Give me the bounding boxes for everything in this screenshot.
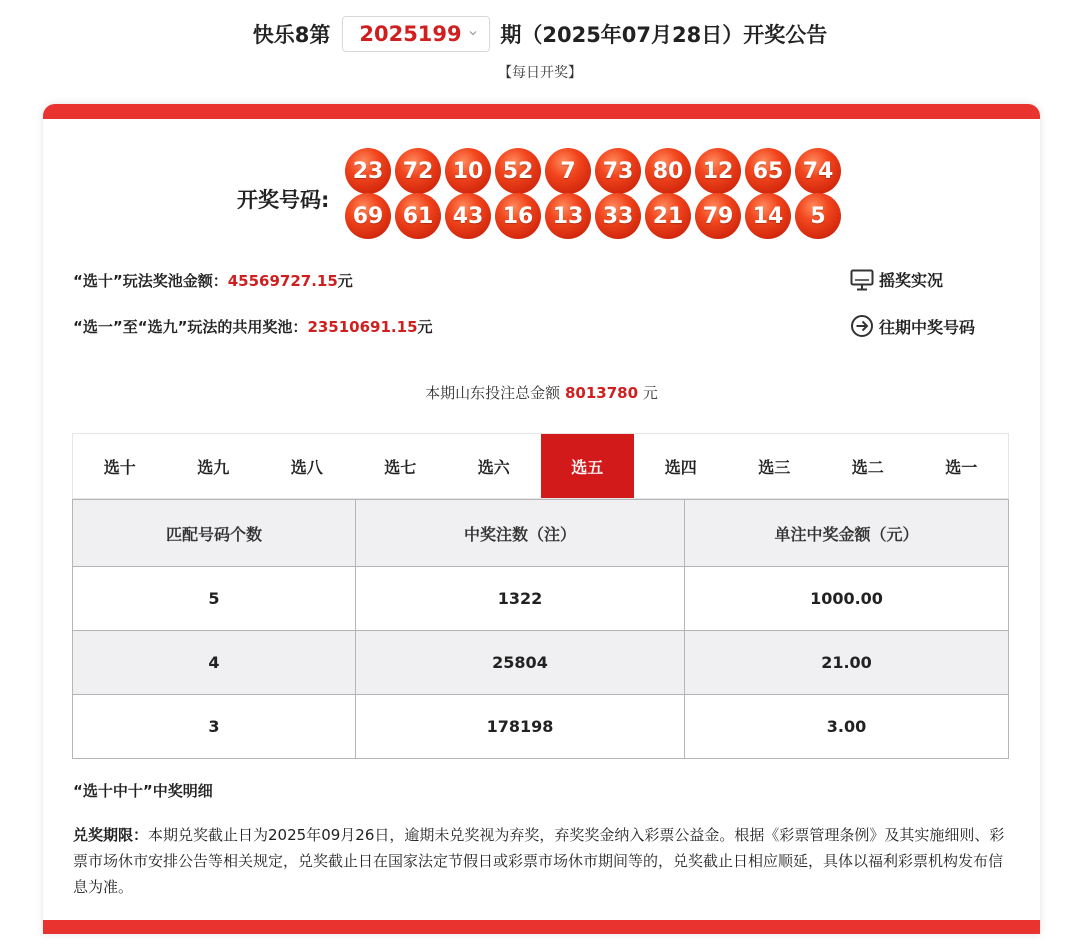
tab-8[interactable]: 选二 — [851, 457, 884, 477]
card-bottom-bar — [43, 920, 1040, 934]
page-header — [0, 0, 1080, 100]
issue-value: 2025199 — [359, 22, 462, 46]
total-unit: 元 — [642, 384, 658, 402]
table-cell: 1322 — [356, 567, 685, 631]
title-suffix: 期（2025年07月28日）开奖公告 — [500, 23, 828, 47]
table-cell: 5 — [73, 567, 356, 631]
table-cell: 1000.00 — [685, 567, 1009, 631]
number-ball: 10 — [445, 148, 491, 194]
table-cell: 178198 — [356, 695, 685, 759]
number-ball: 52 — [495, 148, 541, 194]
table-cell: 25804 — [356, 631, 685, 695]
table-header: 匹配号码个数 — [73, 500, 356, 567]
number-ball: 5 — [795, 193, 841, 239]
tab-2[interactable]: 选八 — [290, 457, 323, 477]
tab-4[interactable]: 选六 — [477, 457, 510, 477]
title-prefix: 快乐8第 — [252, 23, 331, 47]
tab-5[interactable]: 选五 — [541, 434, 635, 498]
number-ball: 74 — [795, 148, 841, 194]
number-ball: 73 — [595, 148, 641, 194]
prize-table — [72, 499, 1009, 759]
number-ball: 14 — [745, 193, 791, 239]
winning-numbers — [345, 148, 845, 238]
number-ball: 21 — [645, 193, 691, 239]
result-card — [43, 104, 1040, 934]
total-bet-line — [43, 382, 1040, 403]
live-draw-link[interactable] — [850, 268, 943, 291]
notice-text: 本期兑奖截止日为2025年09月26日，逾期未兑奖视为弃奖，弃奖奖金纳入彩票公益金。根据《彩票管理条例》及其实施细则、彩票市场休市安排公告等相关规定，兑奖截止日在国家法定节假日或彩票市场休市期间等的，兑奖截止日相应顺延，具体以福利彩票机构发布信息为准。 — [73, 826, 1005, 896]
table-row — [73, 567, 1009, 631]
live-draw-label: 摇奖实况 — [879, 271, 944, 290]
table-header: 中奖注数（注） — [356, 500, 685, 567]
tab-3[interactable]: 选七 — [384, 457, 417, 477]
tab-1[interactable]: 选九 — [197, 457, 230, 477]
total-amount: 8013780 — [564, 384, 639, 402]
history-label: 往期中奖号码 — [879, 317, 976, 337]
number-ball: 16 — [495, 193, 541, 239]
number-ball: 79 — [695, 193, 741, 239]
ball-row-2 — [345, 193, 845, 238]
issue-select[interactable] — [342, 16, 490, 52]
number-ball: 33 — [595, 193, 641, 239]
chevron-down-icon — [469, 29, 477, 37]
monitor-icon — [850, 269, 874, 291]
table-cell: 3.00 — [685, 695, 1009, 759]
draw-label: 开奖号码: — [237, 188, 330, 212]
tab-9[interactable]: 选一 — [945, 457, 978, 477]
number-ball: 72 — [395, 148, 441, 194]
pool-shared-unit: 元 — [417, 318, 433, 336]
card-top-bar — [43, 104, 1040, 119]
subtitle: 【每日开奖】 — [498, 65, 582, 81]
table-header: 单注中奖金额（元） — [685, 500, 1009, 567]
table-cell: 4 — [73, 631, 356, 695]
number-ball: 61 — [395, 193, 441, 239]
number-ball: 80 — [645, 148, 691, 194]
total-label: 本期山东投注总金额 — [425, 384, 561, 402]
number-ball: 12 — [695, 148, 741, 194]
arrow-circle-right-icon — [850, 314, 874, 338]
pool-select10-unit: 元 — [337, 272, 353, 290]
ball-row-1 — [345, 148, 845, 193]
table-row — [73, 695, 1009, 759]
table-cell: 21.00 — [685, 631, 1009, 695]
pool-shared-label: “选一”至“选九”玩法的共用奖池： — [73, 318, 308, 336]
table-row — [73, 631, 1009, 695]
redemption-notice — [73, 822, 1013, 900]
history-link[interactable] — [850, 314, 975, 338]
pool-select10-label: “选十”玩法奖池金额： — [73, 272, 228, 290]
pool-select10-amount: 45569727.15 — [227, 272, 338, 290]
notice-label: 兑奖期限： — [73, 826, 149, 844]
page-title — [0, 14, 1080, 54]
number-ball: 23 — [345, 148, 391, 194]
table-cell: 3 — [73, 695, 356, 759]
tab-7[interactable]: 选三 — [758, 457, 791, 477]
number-ball: 65 — [745, 148, 791, 194]
pool-shared — [73, 316, 433, 337]
tab-0[interactable]: 选十 — [103, 457, 136, 477]
pool-shared-amount: 23510691.15 — [307, 318, 418, 336]
number-ball: 7 — [545, 148, 591, 194]
pool-select10 — [73, 270, 353, 291]
play-type-tabs — [72, 433, 1009, 499]
number-ball: 43 — [445, 193, 491, 239]
tab-6[interactable]: 选四 — [664, 457, 697, 477]
number-ball: 69 — [345, 193, 391, 239]
detail-title[interactable]: “选十中十”中奖明细 — [73, 782, 213, 800]
table-header-row — [73, 500, 1009, 567]
number-ball: 13 — [545, 193, 591, 239]
